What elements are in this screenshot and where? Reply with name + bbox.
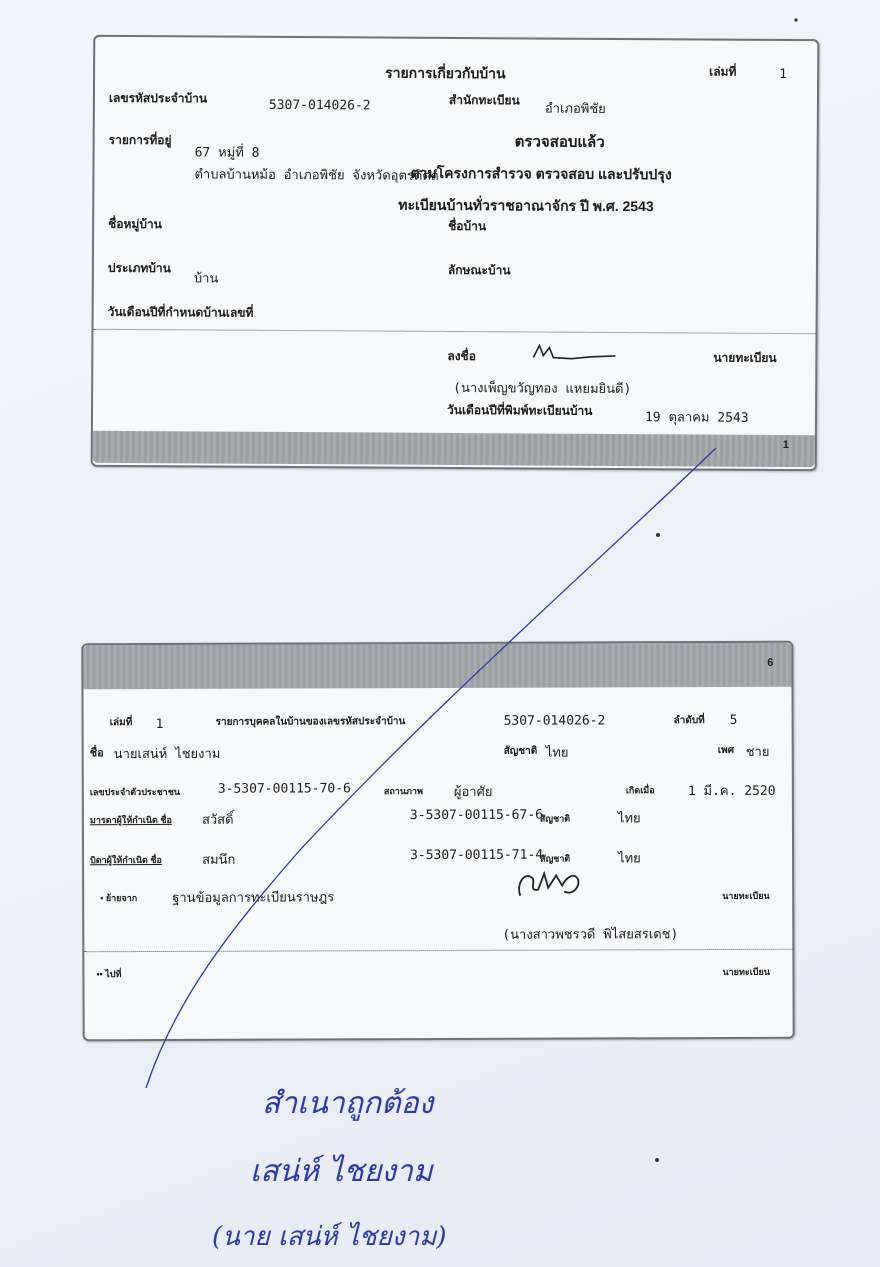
moved-to-label: •• ไปที่ xyxy=(96,969,122,980)
house-id-value: 5307-014026-2 xyxy=(268,97,371,114)
house-card-title: รายการเกี่ยวกับบ้าน xyxy=(385,64,506,82)
sex-value: ชาย xyxy=(745,744,770,760)
assigned-date-label: วันเดือนปีที่กำหนดบ้านเลขที่ xyxy=(107,304,254,320)
book-value: 1 xyxy=(779,66,787,83)
book-value: 1 xyxy=(155,716,164,732)
address-label: รายการที่อยู่ xyxy=(108,132,172,148)
status-label: สถานภาพ xyxy=(383,786,423,797)
birth-value: 1 มี.ค. 2520 xyxy=(687,783,776,800)
page-number: 6 xyxy=(767,656,774,669)
name-value: นายเสน่ห์ ไชยงาม xyxy=(113,746,221,763)
father-nationality-label: สัญชาติ xyxy=(540,853,571,864)
order-value: 5 xyxy=(729,712,738,728)
mother-label: มารดาผู้ให้กำเนิด ชื่อ xyxy=(89,814,172,826)
house-type-label: ประเภทบ้าน xyxy=(107,260,171,276)
registrar-title: นายทะเบียน xyxy=(713,350,777,365)
handwritten-certified-copy: สำเนาถูกต้อง xyxy=(262,1086,434,1121)
order-label: ลำดับที่ xyxy=(673,715,705,727)
mother-name: สวัสดิ์ xyxy=(201,812,234,828)
house-name-label: ชื่อบ้าน xyxy=(448,218,487,234)
birth-label: เกิดเมื่อ xyxy=(625,785,655,796)
page-number: 1 xyxy=(782,439,789,452)
citizen-id-value: 3-5307-00115-70-6 xyxy=(217,781,351,797)
verified-stamp-line2: ตามโครงการสำรวจ ตรวจสอบ และปรับปรุง xyxy=(410,164,672,183)
moved-from-value: ฐานข้อมูลการทะเบียนราษฎร xyxy=(172,890,335,906)
father-id: 3-5307-00115-71-4 xyxy=(410,847,544,864)
house-id-label: เลขรหัสประจำบ้าน xyxy=(108,90,208,106)
handwritten-signature-name: เสน่ห์ ไชยงาม xyxy=(250,1154,433,1189)
address-line1: 67 หมู่ที่ 8 xyxy=(194,145,260,161)
registrar-title: นายทะเบียน xyxy=(722,890,770,902)
nationality-label: สัญชาติ xyxy=(503,745,538,757)
person-card-title: รายการบุคคลในบ้านของเลขรหัสประจำบ้าน xyxy=(215,716,406,728)
print-date-label: วันเดือนปีที่พิมพ์ทะเบียนบ้าน xyxy=(446,402,593,418)
registrar-title-2: นายทะเบียน xyxy=(722,966,770,978)
father-name: สมนึก xyxy=(202,852,236,868)
registrar-name: (นางสาวพชรวดี พิไสยสรเดช) xyxy=(502,927,679,943)
mother-id: 3-5307-00115-67-6 xyxy=(409,807,543,824)
sign-label: ลงชื่อ xyxy=(447,348,476,364)
father-label: บิดาผู้ให้กำเนิด ชื่อ xyxy=(90,854,162,866)
village-label: ชื่อหมู่บ้าน xyxy=(108,216,162,232)
book-label: เล่มที่ xyxy=(709,64,737,79)
house-character-label: ลักษณะบ้าน xyxy=(447,262,511,278)
handwritten-printed-name: (นาย เสน่ห์ ไชยงาม) xyxy=(212,1222,447,1252)
citizen-id-label: เลขประจำตัวประชาชน xyxy=(89,786,181,798)
address-line2: ตำบลบ้านหม้อ อำเภอพิชัย จังหวัดอุตรดิตถ์ xyxy=(194,167,439,184)
registrar-name: (นางเพ็ญขวัญทอง แหยมยินดี) xyxy=(453,380,632,398)
book-label: เล่มที่ xyxy=(109,717,133,729)
sex-label: เพศ xyxy=(717,744,735,757)
moved-from-label: • ย้ายจาก xyxy=(100,893,138,904)
father-nationality: ไทย xyxy=(618,851,641,867)
house-type-value: บ้าน xyxy=(193,271,219,287)
name-label: ชื่อ xyxy=(89,747,104,760)
status-value: ผู้อาศัย xyxy=(453,784,493,800)
house-id-value: 5307-014026-2 xyxy=(503,713,606,729)
registrar-office-value: อำเภอพิชัย xyxy=(544,101,606,117)
registrar-office-label: สำนักทะเบียน xyxy=(448,92,520,108)
mother-nationality: ไทย xyxy=(617,811,641,827)
verified-stamp-line3: ทะเบียนบ้านทั่วราชอาณาจักร ปี พ.ศ. 2543 xyxy=(398,196,654,215)
nationality-value: ไทย xyxy=(545,745,569,761)
print-date-value: 19 ตุลาคม 2543 xyxy=(644,410,749,426)
verified-stamp-line1: ตรวจสอบแล้ว xyxy=(514,133,605,151)
mother-nationality-label: สัญชาติ xyxy=(539,813,571,824)
